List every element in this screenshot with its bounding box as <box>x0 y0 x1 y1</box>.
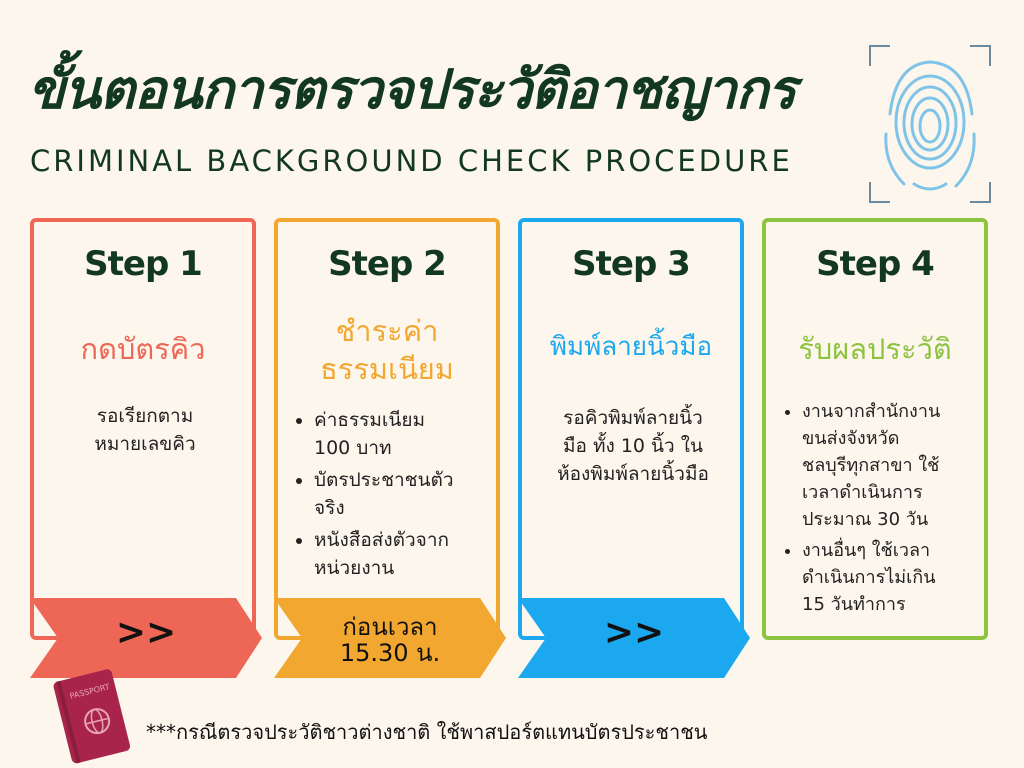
footer-note: ***กรณีตรวจประวัติชาวต่างชาติ ใช้พาสปอร์ตแทนบัตรประชาชน <box>146 720 708 744</box>
step-3-label: Step 3 <box>572 244 690 284</box>
step-4-label: Step 4 <box>816 244 934 284</box>
step-3-arrow-text: >> <box>603 612 665 653</box>
step-2-card <box>274 218 500 640</box>
step-2-label: Step 2 <box>328 244 446 284</box>
step-3-heading: พิมพ์ลายนิ้วมือ <box>549 332 713 362</box>
list-item: • งานจากสำนักงาน ขนส่งจังหวัด ชลบุรีทุกสาขา ใช้ เวลาดำเนินการ ประมาณ 30 วัน <box>802 398 974 533</box>
step-1-card <box>30 218 256 640</box>
step-2-heading: ชำระค่า ธรรมเนียม <box>320 314 454 386</box>
svg-text:PASSPORT: PASSPORT <box>68 682 111 701</box>
step-4-body <box>780 398 974 622</box>
step-3-card <box>518 218 744 640</box>
passport-icon <box>52 668 134 766</box>
list-item: • งานอื่นๆ ใช้เวลา ดำเนินการไม่เกิน 15 วันทำการ <box>802 537 974 618</box>
list-item: • บัตรประชาชนตัว จริง <box>314 466 486 522</box>
fingerprint-icon <box>868 44 992 204</box>
list-item: • หนังสือส่งตัวจาก หน่วยงาน <box>314 526 486 582</box>
step-4-heading: รับผลประวัติ <box>798 332 952 366</box>
step-3-body: รอคิวพิมพ์ลายนิ้ว มือ ทั้ง 10 นิ้ว ใน ห้องพิมพ์ลายนิ้วมือ <box>557 407 709 485</box>
step-1-body: รอเรียกตาม หมายเลขคิว <box>94 405 196 455</box>
list-item: • ค่าธรรมเนียม 100 บาท <box>314 406 486 462</box>
step-1-arrow-text: >> <box>115 612 177 653</box>
step-4-card <box>762 218 988 640</box>
step-2-arrow-text: ก่อนเวลา 15.30 น. <box>339 613 441 667</box>
step-1-label: Step 1 <box>84 244 202 284</box>
page-title: ขั้นตอนการตรวจประวัติอาชญากร <box>28 58 796 121</box>
page-subtitle: CRIMINAL BACKGROUND CHECK PROCEDURE <box>30 144 793 178</box>
step-1-heading: กดบัตรคิว <box>80 332 206 366</box>
step-2-body <box>292 406 486 586</box>
